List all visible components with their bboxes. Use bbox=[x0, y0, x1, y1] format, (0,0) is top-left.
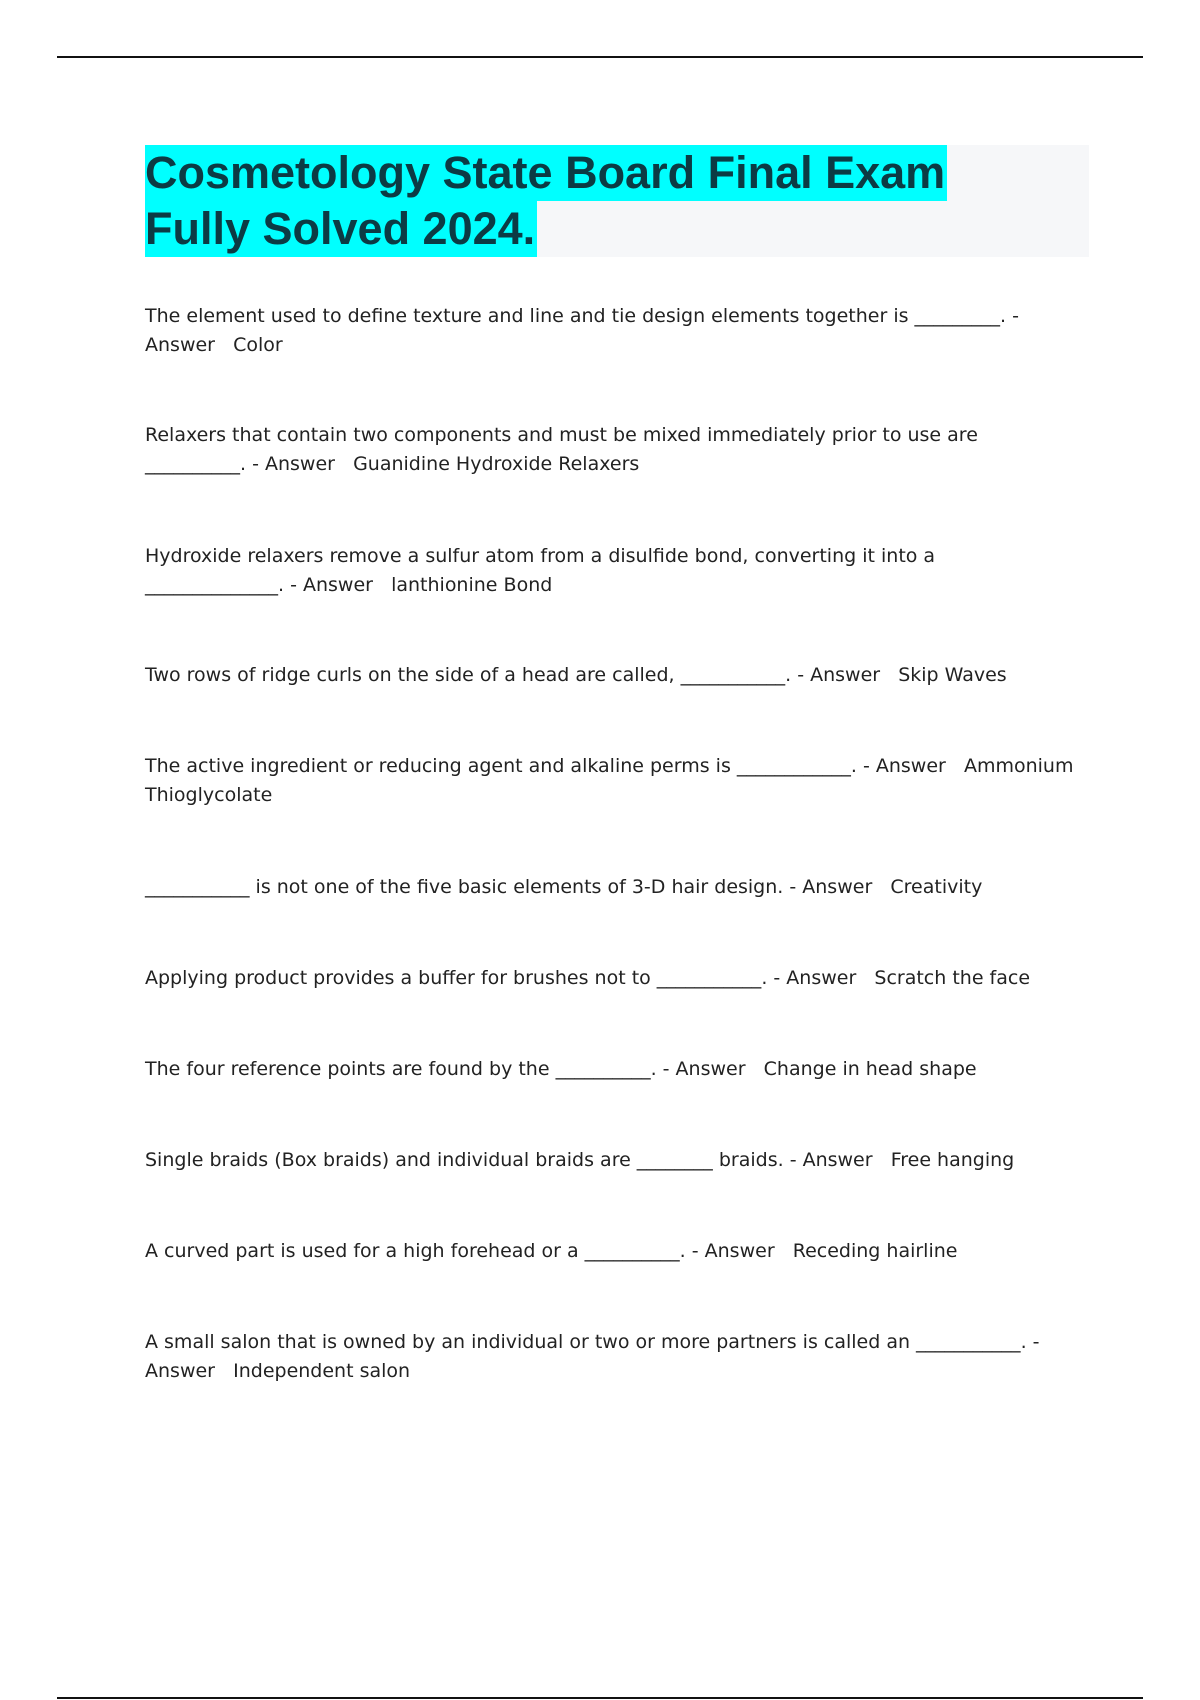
answer-separator: . - Answer bbox=[650, 1058, 764, 1080]
qa-item bbox=[145, 964, 1075, 993]
qa-item bbox=[145, 661, 1075, 690]
answer-separator: . - Answer bbox=[240, 452, 354, 475]
answer-text: Color bbox=[233, 333, 283, 356]
question-text: Two rows of ridge curls on the side of a head are called, ___________ bbox=[145, 664, 786, 686]
answer-separator: . - Answer bbox=[850, 755, 964, 777]
answer-text: Change in head shape bbox=[763, 1058, 977, 1080]
question-text: Hydroxide relaxers remove a sulfur atom from a disulfide bond, converting it into a ______________ bbox=[145, 545, 942, 596]
answer-separator: . - Answer bbox=[785, 664, 899, 686]
answer-separator: . - Answer bbox=[145, 305, 1026, 356]
answer-separator: . - Answer bbox=[761, 967, 875, 989]
answer-text: Receding hairline bbox=[792, 1240, 958, 1262]
answer-text: Free hanging bbox=[890, 1149, 1015, 1171]
answer-text: Creativity bbox=[890, 876, 983, 898]
qa-item bbox=[145, 542, 1075, 599]
question-text: The element used to define texture and line and tie design elements together is _________ bbox=[145, 305, 1001, 327]
answer-separator: . - Answer bbox=[777, 1149, 891, 1171]
answer-text: Independent salon bbox=[233, 1359, 411, 1382]
answer-separator: . - Answer bbox=[145, 1331, 1046, 1382]
qa-item bbox=[145, 421, 1075, 478]
qa-item bbox=[145, 752, 1080, 809]
qa-item bbox=[145, 873, 1075, 902]
question-text: The active ingredient or reducing agent and alkaline perms is ____________ bbox=[145, 755, 851, 777]
qa-item bbox=[145, 1328, 1075, 1385]
qa-item bbox=[145, 1055, 1075, 1084]
answer-text: lanthionine Bond bbox=[391, 573, 553, 596]
page-title-line-2: Fully Solved 2024. bbox=[145, 201, 537, 257]
answer-separator: . - Answer bbox=[679, 1240, 793, 1262]
page-title-line-1: Cosmetology State Board Final Exam bbox=[145, 145, 947, 201]
question-text: ___________ is not one of the five basic elements of 3-D hair design bbox=[145, 876, 778, 898]
question-text: Relaxers that contain two components and must be mixed immediately prior to use are __________ bbox=[145, 424, 984, 475]
answer-text: Guanidine Hydroxide Relaxers bbox=[353, 452, 640, 475]
answer-text: Ammonium Thioglycolate bbox=[145, 755, 1080, 806]
qa-item bbox=[145, 1146, 1075, 1175]
answer-separator: . - Answer bbox=[777, 876, 891, 898]
qa-item bbox=[145, 302, 1075, 359]
bottom-rule bbox=[57, 1697, 1143, 1699]
question-text: The four reference points are found by the __________ bbox=[145, 1058, 651, 1080]
question-text: A curved part is used for a high forehead or a __________ bbox=[145, 1240, 680, 1262]
question-text: Single braids (Box braids) and individual braids are ________ braids bbox=[145, 1149, 778, 1171]
qa-item bbox=[145, 1237, 1075, 1266]
answer-text: Skip Waves bbox=[898, 664, 1007, 686]
title-block bbox=[145, 145, 1089, 257]
question-text: A small salon that is owned by an individual or two or more partners is called an ___________ bbox=[145, 1331, 1021, 1353]
question-text: Applying product provides a buffer for brushes not to ___________ bbox=[145, 967, 762, 989]
top-rule bbox=[57, 56, 1143, 58]
answer-separator: . - Answer bbox=[278, 573, 392, 596]
answer-text: Scratch the face bbox=[874, 967, 1031, 989]
